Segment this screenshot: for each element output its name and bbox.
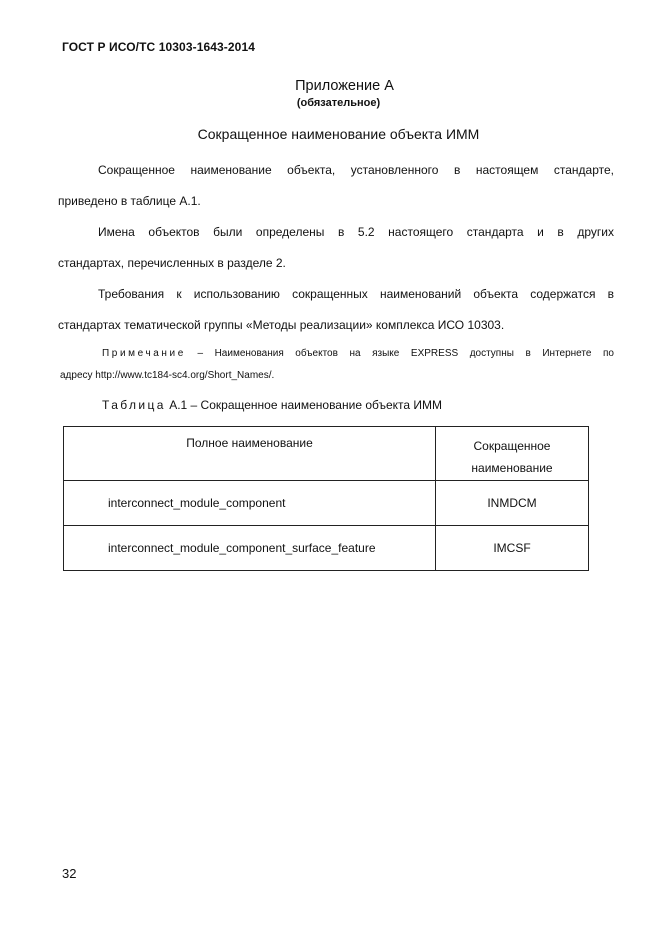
note [60,343,614,387]
table-header-row [64,427,589,481]
table-row [64,526,589,571]
appendix-title [0,78,661,94]
table-row [64,481,589,526]
abbreviations-table [63,426,589,571]
paragraph-2-rest: стандартах, перечисленных в разделе 2. [58,256,286,270]
paragraph-1 [58,155,614,217]
paragraph-1-line1: Сокращенное наименование объекта, установленного в настоящем стандарте, [98,163,614,177]
table-caption-text: А.1 – Сокращенное наименование объекта ИММ [169,398,443,412]
appendix-status: (обязательное) [296,97,381,109]
paragraph-2-line1: Имена объектов были определены в 5.2 настоящего стандарта и в других [98,225,614,239]
note-line1 [60,343,614,365]
page-number: 32 [62,866,77,881]
cell-short-name: IMCSF [436,526,589,571]
header-full-name: Полное наименование [64,427,436,481]
cell-full-name: interconnect_module_component_surface_feature [64,526,436,571]
cell-full-name: interconnect_module_component [64,481,436,526]
table-caption [102,398,442,412]
paragraph-3-line1: Требования к использованию сокращенных наименований объекта содержатся в [98,287,614,301]
appendix-title-text: Приложение А [295,78,394,94]
header-short-name-line2: наименование [471,461,553,475]
paragraph-3-rest: стандартах тематической группы «Методы реализации» комплекса ИСО 10303. [58,318,505,332]
document-designation: ГОСТ Р ИСО/ТС 10303-1643-2014 [62,40,255,54]
paragraph-1-rest: приведено в таблице А.1. [58,194,201,208]
header-short-name-line1: Сокращенное [473,439,551,453]
note-line1-text: – Наименования объектов на языке EXPRESS доступны в Интернете по [197,348,614,359]
paragraph-2 [58,217,614,279]
cell-short-name: INMDCM [436,481,589,526]
paragraph-3 [58,279,614,341]
note-label: Примечание [102,348,186,359]
table-caption-word: Таблица [102,398,166,412]
header-short-name [436,427,589,481]
section-heading: Сокращенное наименование объекта ИММ [197,126,480,142]
note-rest: адресу http://www.tc184-sc4.org/Short_Names/. [60,370,275,381]
